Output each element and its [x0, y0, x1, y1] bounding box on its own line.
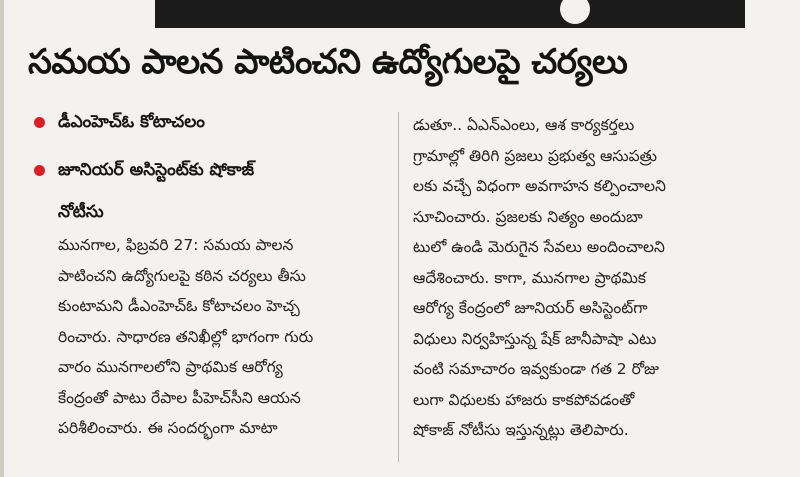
- bullet-dot-2: [34, 165, 45, 176]
- paragraph-line: పాటించని ఉద్యోగులపై కఠిన చర్యలు తీసు: [58, 266, 306, 285]
- bullet-1: డీఎంహెచ్ఓ కోటాచలం: [58, 112, 205, 132]
- paragraph-line: వారం మునగాలలోని ప్రాథమిక ఆరోగ్య: [58, 358, 283, 376]
- paragraph-line: విధులు నిర్వహిస్తున్న షేక్ జానీపాషా ఎటు: [413, 329, 657, 348]
- paragraph-line: సూచించారు. ప్రజలకు నిత్యం అందుబా: [413, 207, 643, 226]
- article-column-left: [58, 230, 390, 444]
- paragraph-line: ఆరోగ్య కేంద్రంలో జూనియర్ అసిస్టెంట్‌గా: [413, 299, 648, 317]
- column-divider: [398, 112, 399, 462]
- paragraph-line: షోకాజ్ నోటీసు ఇస్తున్నట్లు తెలిపారు.: [413, 421, 629, 439]
- headline: సమయ పాలన పాటించని ఉద్యోగులపై చర్యలు: [28, 42, 628, 82]
- paragraph-line: కేంద్రంతో పాటు రేపాల పీహెచ్‌సీని ఆయన: [58, 388, 301, 407]
- paragraph-line: మునగాల, ఫిబ్రవరి 27: సమయ పాలన: [58, 236, 294, 254]
- bullet-2: జూనియర్ అసిస్టెంట్‌కు షోకాజ్: [58, 160, 255, 180]
- masthead-bar: [155, 0, 745, 28]
- paragraph-line: లుగా విధులకు హాజరు కాకపోవడంతో: [413, 390, 635, 409]
- article-column-right: [413, 110, 785, 446]
- paragraph-line: ఆదేశించారు. కాగా, మునగాల ప్రాథమిక: [413, 268, 647, 287]
- bullet-dot-1: [34, 117, 45, 128]
- paragraph-line: లకు వచ్చే విధంగా అవగాహన కల్పించాలని: [413, 177, 666, 195]
- bullet-2-continued: నోటీసు: [58, 202, 104, 222]
- masthead-glyph-fragment: [560, 0, 590, 24]
- paragraph-line: టులో ఉండి మెరుగైన సేవలు అందించాలని: [413, 238, 665, 256]
- page-edge: [0, 0, 4, 477]
- paragraph-line: గ్రామాల్లో తిరిగి ప్రజలు ప్రభుత్వ ఆసుపత్రు: [413, 146, 658, 165]
- paragraph-line: డుతూ.. ఏఎన్ఎంలు, ఆశ కార్యకర్తలు: [413, 116, 635, 134]
- paragraph-line: పరిశీలించారు. ఈ సందర్భంగా మాటా: [58, 419, 278, 437]
- paragraph-line: రించారు. సాధారణ తనిఖీల్లో భాగంగా గురు: [58, 327, 314, 346]
- paragraph-line: కుంటామని డీఎంహెచ్ఓ కోటాచలం హెచ్చ: [58, 297, 300, 315]
- paragraph-line: వంటి సమాచారం ఇవ్వకుండా గత 2 రోజు: [413, 360, 660, 378]
